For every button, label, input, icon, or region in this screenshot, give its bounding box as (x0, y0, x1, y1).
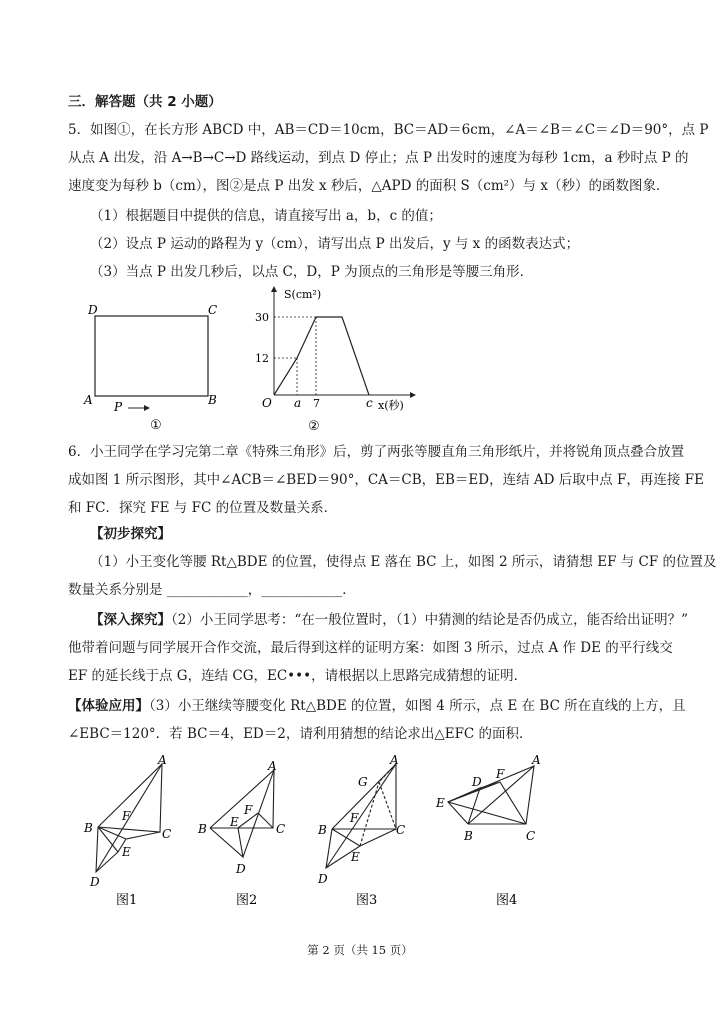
caption-fig-1: ① (150, 418, 162, 433)
f4-label-e: E (436, 796, 445, 810)
label-a: A (84, 393, 93, 407)
page-footer: 第 2 页（共 15 页） (307, 943, 413, 957)
f1-label-a: A (158, 753, 167, 767)
f3-label-f: F (350, 811, 359, 825)
q6-p1-line-1: （1）小王变化等腰 Rt△BDE 的位置，使得点 E 落在 BC 上，如图 2 所示，请猜想 EF 与 CF 的位置及 (90, 554, 717, 570)
caption-fig-6-1: 图1 (116, 893, 138, 908)
q6-p2-line-2: 他带着问题与同学展开合作交流，最后得到这样的证明方案：如图 3 所示，过点 A 作 DE 的平行线交 (68, 640, 673, 656)
rectangle-abcd (95, 316, 208, 396)
q6-line-3: 和 FC．探究 FE 与 FC 的位置及数量关系． (68, 500, 338, 516)
x-axis-label: x(秒) (378, 399, 404, 412)
label-c: C (208, 303, 218, 317)
q5-line-2: 从点 A 出发，沿 A→B→C→D 路线运动，到点 D 停止；点 P 出发时的速度为每秒 1cm，a 秒时点 P 的 (68, 150, 689, 166)
f4-label-c: C (526, 829, 536, 843)
q6-p2-line-3: EF 的延长线于点 G，连结 CG，EC•••，请根据以上思路完成猜想的证明． (68, 668, 528, 684)
y-tick-30: 30 (255, 311, 269, 324)
f4-label-f: F (496, 767, 505, 781)
q6-figures (78, 752, 678, 912)
figure-4 (448, 766, 534, 824)
figure-2 (210, 770, 274, 857)
x-tick-c: c (366, 396, 373, 410)
f2-label-b: B (198, 822, 207, 836)
f2-label-f: F (244, 803, 253, 817)
q6-p1-line-2: 数量关系分别是 ____________，____________． (68, 582, 356, 598)
f4-label-b: B (464, 829, 473, 843)
q5-line-3: 速度变为每秒 b（cm），图②是点 P 出发 x 秒后，△APD 的面积 S（cm²）与 x（秒）的函数图象． (68, 178, 670, 194)
label-d: D (88, 303, 98, 317)
q6-line-2: 成如图 1 所示图形，其中∠ACB＝∠BED＝90°，CA＝CB，EB＝ED，连结 AD 后取中点 F，再连接 FE (68, 472, 704, 488)
label-p: P (114, 400, 123, 414)
q6-p2-line-1: 【深入探究】（2）小王同学思考：“在一般位置时，（1）中猜测的结论是否仍成立，能否给出证明？” (90, 612, 688, 628)
heading-initial-exploration: 【初步探究】 (90, 526, 171, 542)
q5-sub-3: （3）当点 P 出发几秒后，以点 C，D，P 为顶点的三角形是等腰三角形． (90, 264, 534, 280)
q5-figure-1 (78, 298, 228, 434)
f1-label-c: C (162, 827, 172, 841)
x-tick-7: 7 (313, 397, 320, 410)
f4-label-a: A (532, 753, 541, 767)
caption-fig-2: ② (308, 419, 320, 434)
caption-fig-6-3: 图3 (356, 893, 378, 908)
q5-sub-1: （1）根据题目中提供的信息，请直接写出 a，b，c 的值； (90, 208, 442, 224)
f2-label-a: A (268, 759, 277, 773)
y-axis-label: S(cm²) (284, 288, 322, 301)
f3-label-g: G (358, 775, 368, 789)
f1-label-b: B (84, 821, 93, 835)
f3-label-c: C (396, 823, 406, 837)
section-title: 三．解答题（共 2 小题） (68, 94, 222, 110)
q6-line-1: 6．小王同学在学习完第二章《特殊三角形》后，剪了两张等腰直角三角形纸片，并将锐角顶点叠合放置 (68, 444, 685, 460)
q5-sub-2: （2）设点 P 运动的路程为 y（cm），请写出点 P 出发后，y 与 x 的函数表达式； (90, 236, 580, 252)
y-tick-12: 12 (255, 352, 269, 365)
f1-label-f: F (122, 809, 131, 823)
f1-label-e: E (122, 845, 131, 859)
f3-label-e: E (351, 850, 360, 864)
heading-deep-exploration: 【深入探究】 (90, 612, 171, 628)
q6-p3-line-2: ∠EBC＝120°．若 BC＝4，ED＝2，请利用猜想的结论求出△EFC 的面积． (68, 726, 533, 742)
caption-fig-6-2: 图2 (236, 893, 258, 908)
f2-label-c: C (276, 822, 286, 836)
f3-label-d: D (318, 872, 328, 886)
f1-label-d: D (90, 875, 100, 889)
f2-label-e: E (230, 815, 239, 829)
f4-label-d: D (472, 775, 482, 789)
origin-label: O (262, 396, 272, 410)
graph-line (274, 317, 369, 395)
f3-label-a: A (390, 753, 399, 767)
q5-figure-2 (250, 280, 420, 436)
f3-label-b: B (318, 823, 327, 837)
heading-application: 【体验应用】 (68, 698, 149, 714)
q6-p3-line-1: 【体验应用】（3）小王继续等腰变化 Rt△BDE 的位置，如图 4 所示，点 E 在 BC 所在直线的上方，且 (68, 698, 686, 714)
q5-line-1: 5．如图①，在长方形 ABCD 中，AB＝CD＝10cm，BC＝AD＝6cm，∠A＝∠B＝∠C＝∠D＝90°，点 P (68, 122, 709, 138)
x-tick-a: a (294, 396, 302, 410)
caption-fig-6-4: 图4 (496, 893, 518, 908)
f2-label-d: D (236, 862, 246, 876)
label-b: B (208, 393, 217, 407)
